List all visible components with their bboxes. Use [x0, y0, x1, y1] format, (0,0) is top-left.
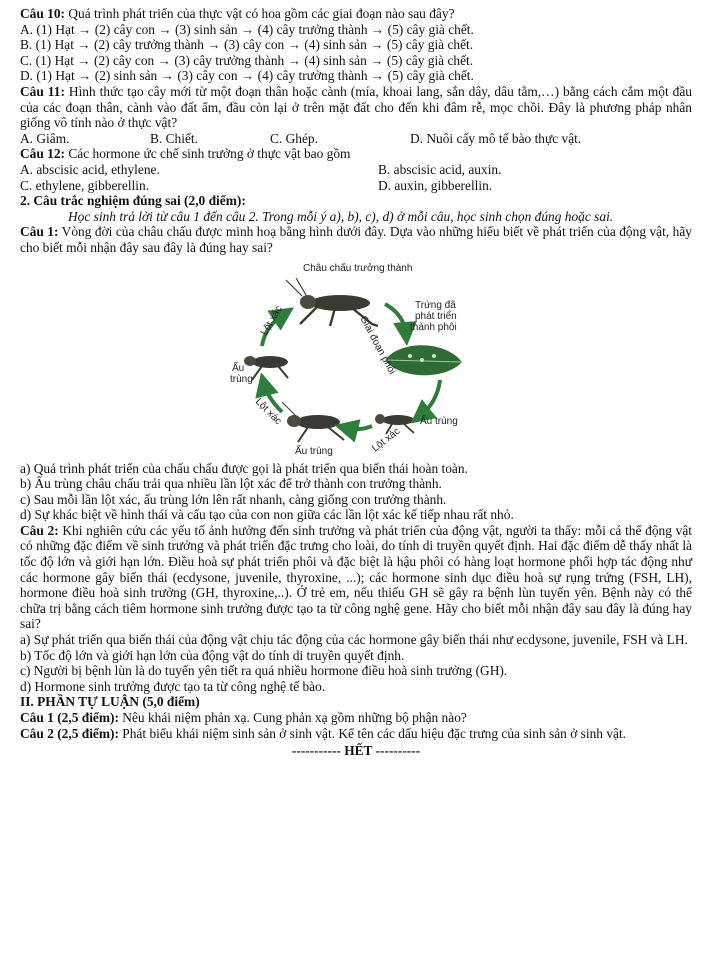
- section2-instruction: Học sinh trả lời từ câu 1 đến câu 2. Trong mỗi ý a), b), c), d) ở mỗi câu, học sinh chọn đúng hoặc sai.: [68, 208, 614, 224]
- q12-option-c: C. ethylene, gibberellin.: [20, 177, 150, 193]
- tf2-item-d: d) Hormone sinh trưởng được tạo ta từ công nghệ tế bào.: [20, 678, 326, 694]
- q12-options-row2: [20, 178, 692, 194]
- grasshopper-life-cycle-figure: [0, 256, 708, 461]
- tf1-item-b: b) Ấu trùng châu chấu trải qua nhiều lần lột xác để trở thành con trưởng thành.: [20, 476, 442, 492]
- label-nymph-left-1: Ấu: [232, 362, 245, 374]
- label-egg-1: Trứng đã: [415, 299, 456, 311]
- q10-option-d: D. (1) Hạt → (2) sinh sản → (3) cây con → (4) cây trưởng thành → (5) cây già chết.: [20, 68, 474, 84]
- tf2-item-b: b) Tốc độ lớn và giới hạn lớn của động vật do tính di truyền quyết định.: [20, 647, 405, 663]
- q11-option-d: D. Nuôi cấy mô tế bào thực vật.: [410, 130, 582, 146]
- arrow-adult-to-egg-icon: [385, 304, 406, 334]
- q11-number: Câu 11:: [20, 83, 65, 99]
- q11-text: Hình thức tạo cây mới từ một đoạn thân hoặc cành (mía, khoai lang, sắn dây, dâu tằm,…) bằng cách cắm một đầu của các đoạn thân, cành vào đất ẩm, đầu còn lại ở trên mặt đất cho đến khi đâm rễ, mọc chồi. Đây là phương pháp nhân giống vô tính nào ở thực vật?: [20, 83, 692, 131]
- label-nymph-left-2: trùng: [230, 373, 253, 385]
- label-nymph-right: Ấu trùng: [420, 415, 458, 427]
- q12-option-a: A. abscisic acid, ethylene.: [20, 161, 160, 177]
- essay-q1: Câu 1 (2,5 điểm): Nêu khái niệm phản xạ. Cung phản xạ gồm những bộ phận nào?: [20, 710, 467, 725]
- q12-options-row1: [20, 162, 692, 178]
- q10-number: Câu 10:: [20, 6, 66, 21]
- q10-text: Quá trình phát triển của thực vật có hoa gồm các giai đoạn nào sau đây?: [65, 6, 455, 21]
- section2-heading: 2. Câu trắc nghiệm đúng sai (2,0 điểm):: [20, 193, 246, 209]
- label-egg-3: thành phôi: [410, 321, 457, 333]
- section3-heading: II. PHẦN TỰ LUẬN (5,0 điểm): [20, 694, 200, 710]
- q12-number: Câu 12:: [20, 146, 66, 162]
- tf2-text: Khi nghiên cứu các yếu tố ảnh hưởng đến sinh trưởng và phát triển của động vật, người ta thấy: mỗi cá thể động vật có những đặc điểm về sinh trưởng và phát triển đặc trưng cho loài, do tính di truyền quyết định. Hai đặc điểm dễ thấy nhất là tốc độ lớn và giới hạn lớn. Điều hoà sự phát triển phôi và đặc biệt là hậu phôi có hàng loạt hormone phối hợp tác động như các hormone gây biến thái (ecdysone, juvenile, thyroxine, ...); các hormone sinh dục điều hoà sự rụng trứng (FSH, LH), hormone điều hoà sinh trưởng (GH, thyroxine,..). Ở trẻ em, nếu thiếu GH sẽ gây ra bệnh lùn tuyến yên. Bệnh này có thể chữa trị bằng cách tiêm hormone sinh trưởng được tạo ta từ công nghệ gene. Hãy cho biết mỗi nhận đây sau đây là đúng hay sai?: [20, 522, 692, 632]
- nymph-bottom-icon: [282, 402, 344, 442]
- tf1-item-c: c) Sau mỗi lần lột xác, ấu trùng lớn lên rất nhanh, càng giống con trưởng thành.: [20, 491, 447, 507]
- essay-q2: Câu 2 (2,5 điểm): Phát biểu khái niệm sinh sản ở sinh vật. Kể tên các dấu hiệu đặc trưng của sinh sản ở sinh vật.: [20, 725, 627, 741]
- exam-page: [20, 6, 692, 759]
- q10-option-a: A. (1) Hạt → (2) cây con → (3) sinh sản → (4) cây trưởng thành → (5) cây già chết.: [20, 21, 474, 37]
- q12-stem: [20, 146, 692, 162]
- tf1-number: Câu 1:: [20, 224, 59, 240]
- q10-stem: [20, 6, 692, 22]
- tf2-stem: [20, 523, 692, 632]
- label-molt-top: Lột xác: [259, 303, 285, 337]
- label-egg-2: phát triển: [415, 310, 457, 322]
- q12-text: Các hormone ức chế sinh trưởng ở thực vật bao gồm: [65, 146, 351, 162]
- tf2-number: Câu 2:: [20, 522, 59, 538]
- tf2-item-c: c) Người bị bệnh lùn là do tuyến yên tiết ra quá nhiều hormone điều hoà sinh trưởng (GH).: [20, 663, 508, 679]
- q12-option-d: D. auxin, gibberellin.: [378, 177, 493, 193]
- q11-stem: [20, 84, 692, 131]
- label-adult: Châu chấu trưởng thành: [303, 262, 413, 274]
- tf1-item-a: a) Quá trình phát triển của chấu chấu được gọi là phát triển qua biến thái hoàn toàn.: [20, 460, 468, 476]
- q10-option-b: B. (1) Hạt → (2) cây trưởng thành → (3) cây con → (4) sinh sản → (5) cây già chết.: [20, 37, 474, 53]
- end-marker: ----------- HẾT ----------: [291, 743, 421, 759]
- arrow-egg-to-nymph-icon: [420, 380, 440, 416]
- tf1-stem: [20, 224, 692, 255]
- label-molt-left: Lột xác: [252, 395, 284, 427]
- life-cycle-diagram: [0, 256, 708, 461]
- arrow-nymph-right-to-bottom-icon: [346, 426, 372, 429]
- q10-option-c: C. (1) Hạt → (2) cây con → (3) cây trưởng thành → (4) sinh sản → (5) cây già chết.: [20, 52, 474, 68]
- tf2-item-a: a) Sự phát triển qua biến thái của động vật chịu tác động của các hormone gây biến thái như ecdysone, juvenile, FSH và LH.: [20, 632, 688, 648]
- q11-option-a: A. Giâm.: [20, 130, 70, 146]
- label-nymph-bottom: Ấu trùng: [295, 445, 333, 457]
- q11-option-c: C. Ghép.: [270, 130, 318, 146]
- label-molt-bottom: Lột xác: [370, 425, 403, 454]
- tf1-item-d: d) Sự khác biệt về hình thái và cấu tạo của con non giữa các lần lột xác kế tiếp nhau rất nhỏ.: [20, 507, 514, 523]
- q11-option-b: B. Chiết.: [150, 130, 198, 146]
- q11-options: [20, 131, 692, 147]
- q12-option-b: B. abscisic acid, auxin.: [378, 161, 502, 177]
- tf1-text: Vòng đời của châu chấu được minh hoạ bằng hình dưới đây. Dựa vào những hiểu biết về phát triển của động vật, hãy cho biết mỗi nhận đây sau đây là đúng hay sai?: [20, 224, 692, 255]
- label-embryo-stage: Giai đoạn phôi: [357, 313, 398, 376]
